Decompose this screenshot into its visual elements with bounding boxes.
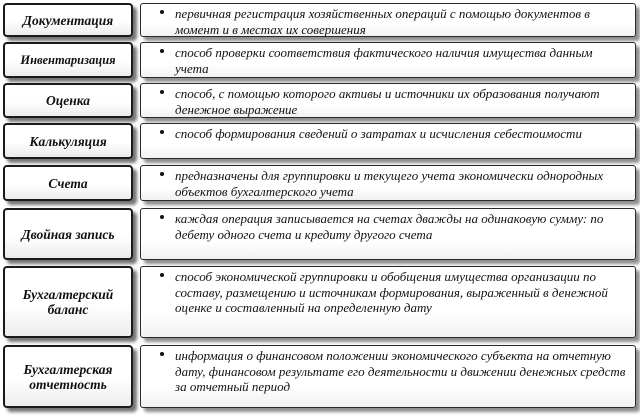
- term-box: Документация: [3, 3, 133, 37]
- row-costing: [0, 123, 640, 159]
- description-box: [140, 3, 636, 37]
- description-box: [140, 345, 636, 408]
- description-box: [140, 165, 636, 201]
- bullet-icon: [160, 273, 164, 277]
- term-box: Бухгалтерская отчетность: [3, 345, 133, 408]
- row-double-entry: [0, 208, 640, 260]
- bullet-icon: [160, 352, 164, 356]
- description-box: [140, 83, 636, 118]
- term-box: Двойная запись: [3, 208, 133, 260]
- bullet-icon: [160, 215, 164, 219]
- row-valuation: [0, 83, 640, 118]
- bullet-icon: [160, 172, 164, 176]
- description-text: способ, с помощью которого активы и источники их образования получают денежное выражение: [175, 86, 600, 117]
- term-box: Оценка: [3, 83, 133, 118]
- term-box: Инвентаризация: [3, 42, 133, 78]
- description-text: информация о финансовом положении экономического субъекта на отчетную дату, финансовом результате его деятельности и движении денежных средств за отчетный период: [175, 348, 626, 394]
- row-inventory: [0, 42, 640, 78]
- description-box: [140, 208, 636, 260]
- description-text: способ экономической группировки и обобщения имущества организации по составу, размещению и источникам формирования, выраженный в денежной оценке и составленный на определенную дату: [175, 269, 608, 315]
- term-box: Счета: [3, 165, 133, 201]
- term-box: Калькуляция: [3, 123, 133, 159]
- term-box: Бухгалтерский баланс: [3, 266, 133, 338]
- row-financial-reporting: [0, 345, 640, 408]
- bullet-icon: [160, 49, 164, 53]
- description-text: способ проверки соответствия фактического наличия имущества данным учета: [175, 45, 593, 76]
- description-text: каждая операция записывается на счетах дважды на одинаковую сумму: по дебету одного счета и кредиту другого счета: [175, 211, 604, 242]
- bullet-icon: [160, 130, 164, 134]
- row-balance-sheet: [0, 266, 640, 338]
- description-box: [140, 123, 636, 159]
- description-text: предназначены для группировки и текущего учета экономически однородных объектов бухгалтерского учета: [175, 168, 604, 199]
- row-documentation: [0, 3, 640, 37]
- bullet-icon: [160, 10, 164, 14]
- row-accounts: [0, 165, 640, 201]
- description-text: способ формирования сведений о затратах и исчисления себестоимости: [175, 126, 582, 141]
- description-box: [140, 42, 636, 78]
- description-box: [140, 266, 636, 338]
- bullet-icon: [160, 90, 164, 94]
- description-text: первичная регистрация хозяйственных операций с помощью документов в момент и в местах их совершения: [175, 6, 590, 37]
